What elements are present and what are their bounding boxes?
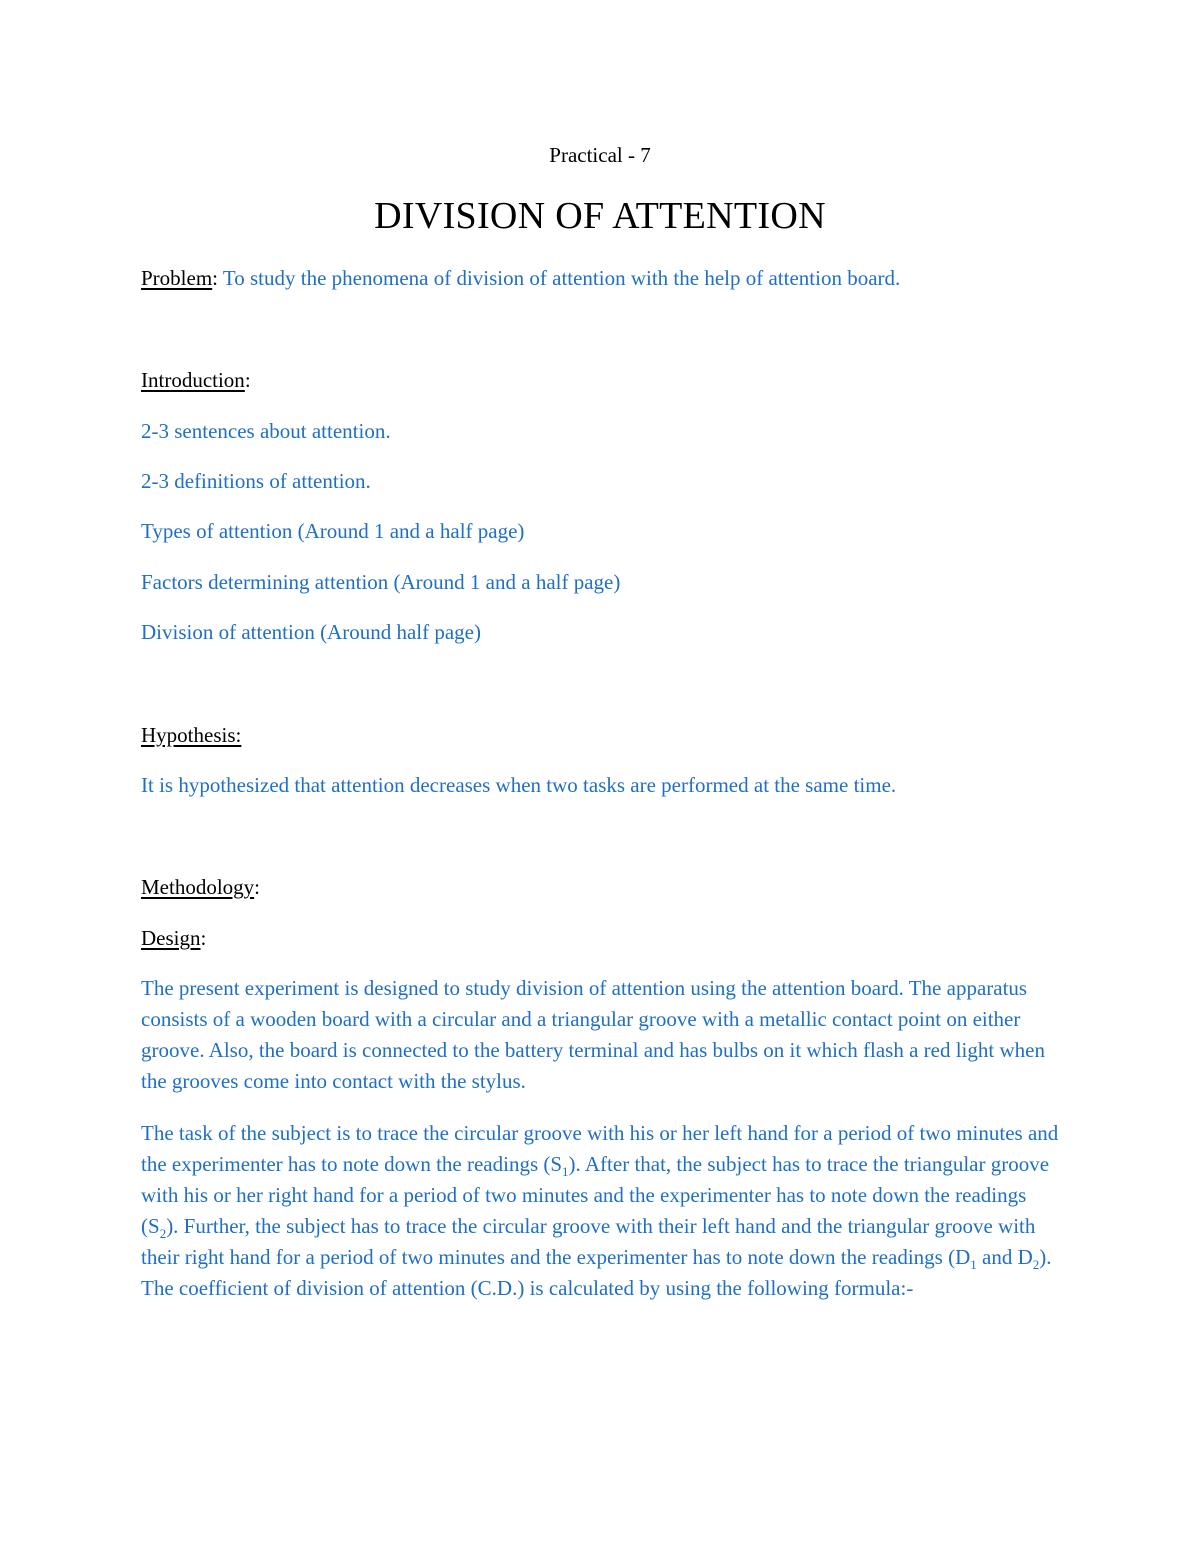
- design-paragraph-2: [141, 1118, 1061, 1304]
- paragraph-text: ). Further, the subject has to trace the circular groove with their left hand and the triangular groove with their right hand for a period of two minutes and the experimenter has to note down the readings (D: [141, 1214, 1036, 1269]
- paragraph-text: and D: [976, 1245, 1033, 1269]
- practical-number: Practical - 7: [549, 143, 651, 167]
- subscript: 1: [970, 1257, 977, 1273]
- problem-text: To study the phenomena of division of attention with the help of attention board.: [222, 266, 901, 290]
- introduction-item: 2-3 definitions of attention.: [141, 469, 371, 493]
- methodology-heading: [141, 875, 260, 900]
- introduction-item: 2-3 sentences about attention.: [141, 419, 391, 443]
- subscript: 2: [1032, 1257, 1040, 1273]
- introduction-item: Factors determining attention (Around 1 and a half page): [141, 570, 621, 594]
- methodology-colon: :: [254, 875, 261, 899]
- methodology-label: Methodology: [141, 875, 255, 899]
- problem-line: [141, 266, 900, 291]
- design-heading: [141, 926, 206, 951]
- design-paragraph-1: The present experiment is designed to study division of attention using the attention board. The apparatus consists of a wooden board with a circular and a triangular groove with a metallic contact point on either groove. Also, the board is connected to the battery terminal and has bulbs on it which flash a red light when the grooves come into contact with the stylus.: [141, 976, 1045, 1093]
- hypothesis-label: Hypothesis:: [141, 723, 242, 747]
- design-colon: :: [200, 926, 207, 950]
- paragraph-text: ). After that, the subject has to trace the triangular groove with his or her right hand for a period of two minutes and the experimenter has to note down the readings (S: [141, 1152, 1050, 1238]
- paragraph-text: The task of the subject is to trace the circular groove with his or her left hand for a period of two minutes and the experimenter has to note down the readings (S: [141, 1121, 1059, 1176]
- subscript: 1: [562, 1164, 569, 1180]
- subscript: 2: [159, 1226, 167, 1242]
- problem-label: Problem: [141, 266, 213, 290]
- design-label: Design: [141, 926, 201, 950]
- introduction-item: Division of attention (Around half page): [141, 620, 481, 644]
- problem-colon: :: [212, 266, 219, 290]
- introduction-label: Introduction: [141, 368, 245, 392]
- hypothesis-text: It is hypothesized that attention decreases when two tasks are performed at the same time.: [141, 773, 897, 797]
- introduction-colon: :: [244, 368, 251, 392]
- hypothesis-heading: [141, 723, 241, 748]
- introduction-item: Types of attention (Around 1 and a half page): [141, 519, 525, 543]
- paragraph-text: ). The coefficient of division of attention (C.D.) is calculated by using the following formula:-: [141, 1245, 1052, 1300]
- introduction-heading: [141, 368, 251, 393]
- page-title: DIVISION OF ATTENTION: [374, 195, 826, 237]
